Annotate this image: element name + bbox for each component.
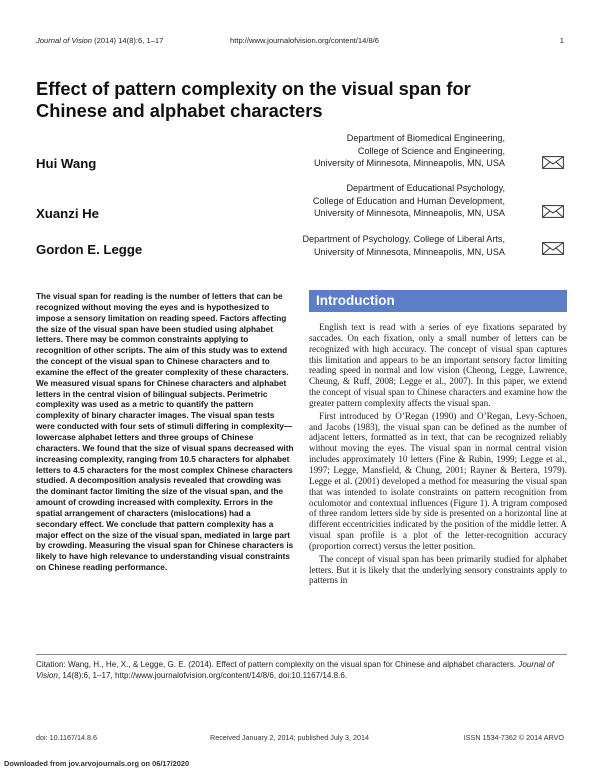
running-header (36, 36, 564, 48)
journal-url[interactable]: http://www.journalofvision.org/content/14/8/6 (230, 36, 380, 45)
affiliation-line: Department of Psychology, College of Liberal Arts, (302, 234, 505, 244)
affiliation-line: Department of Educational Psychology, (346, 183, 505, 193)
envelope-icon[interactable] (542, 242, 564, 255)
article-title: Effect of pattern complexity on the visual span for Chinese and alphabet characters (36, 78, 471, 121)
affiliation-line: University of Minnesota, Minneapolis, MN, USA (313, 158, 505, 169)
body-paragraph: First introduced by O’Regan (1990) and O’Regan, Levy-Schoen, and Jacobs (1983), the visual span can be defined as the number of adjacent letters, formatted as in text, that can be recognized reliably without moving the eyes. The visual span in normal central vision includes approximately 10 letters (Fine & Rubin, 1999; Legge et al., 1997; Legge, Mansfield, & Chung, 2001; Rayner & Bertera, 1979). Legge et al. (2001) developed a method for measuring the visual span that was intended to isolate constraints on pattern recognition from oculomotor and contextual influences (Figure 1). A trigram composed of three random letters side by side is presented on a horizontal line at different eccentricities indicated by the position of the middle letter. A visual span profile is a plot of the letter-recognition accuracy (proportion correct) versus the letter position. (309, 410, 567, 551)
affiliation-line: Department of Biomedical Engineering, (346, 133, 505, 143)
author-name-3: Gordon E. Legge (36, 242, 143, 257)
author-name-2: Xuanzi He (36, 206, 100, 221)
section-heading-introduction: Introduction (309, 290, 567, 312)
body-paragraph: The concept of visual span has been primarily studied for alphabet letters. But it is likely that the underlying sensory constraints apply to patterns in (309, 553, 567, 586)
download-note: Downloaded from jov.arvojournals.org on 06/17/2020 (4, 759, 190, 768)
footer-issn: ISSN 1534-7362 © 2014 ARVO (463, 733, 564, 742)
citation-block (36, 660, 567, 682)
citation-suffix[interactable]: , 14(8):6, 1–17, http://www.journalofvision.org/content/14/8/6, doi:10.1167/14.8.6. (57, 670, 348, 680)
affiliation-3 (205, 233, 505, 258)
journal-citation-header (36, 36, 163, 45)
introduction-body (309, 322, 567, 586)
journal-volume: (2014) 14(8):6, 1–17 (92, 36, 164, 45)
body-paragraph: English text is read with a series of eye fixations separated by saccades. On each fixation, only a small number of letters can be recognized with high accuracy. The concept of visual span captures this limitation and appears to be an important sensory factor limiting reading speed in normal and low vision (Cheong, Legge, Lawrence, Cheung, & Ruff, 2008; Legge et al., 2007). In this paper, we extend the concept of visual span to Chinese characters and examine how the greater pattern complexity affects the visual span. (309, 322, 567, 408)
affiliation-line: College of Education and Human Development, (312, 195, 505, 206)
author-name-1: Hui Wang (36, 156, 97, 171)
page-footer (36, 733, 564, 745)
citation-prefix: Citation: Wang, H., He, X., & Legge, G. E. (2014). Effect of pattern complexity on the visual span for Chinese and alphabet characters. (36, 660, 519, 669)
affiliation-line: College of Science and Engineering, (357, 145, 505, 156)
affiliation-2 (205, 182, 505, 220)
footer-doi: doi: 10.1167/14.8.6 (36, 733, 98, 742)
citation-journal: Journal of Vision (36, 660, 554, 680)
affiliation-1 (205, 132, 505, 170)
page-number: 1 (559, 36, 564, 45)
divider (36, 654, 567, 655)
abstract: The visual span for reading is the number of letters that can be recognized without moving the eyes and is hypothesized to impose a sensory limitation on reading speed. Factors affecting the size of the visual span have been studied using alphabet letters. There may be common constraints applying to recognition of other scripts. The aim of this study was to extend the concept of the visual span to Chinese characters and to examine the effect of the greater complexity of these characters. We measured visual spans for Chinese characters and alphabet letters in the central vision of bilingual subjects. Perimetric complexity was used as a metric to quantify the pattern complexity of binary character images. The visual span tests were conducted with four sets of stimuli differing in complexity—lowercase alphabet letters and three groups of Chinese characters. We found that the size of visual spans decreased with increasing complexity, ranging from 10.5 characters for alphabet letters to 4.5 characters for the most complex Chinese characters studied. A decomposition analysis revealed that crowding was the dominant factor limiting the size of the visual span, and the amount of crowding increased with complexity. Errors in the spatial arrangement of characters (mislocations) had a secondary effect. We conclude that pattern complexity has a major effect on the size of the visual span, mediated in large part by crowding. Measuring the visual span for Chinese characters is likely to have high relevance to understanding visual constraints on Chinese reading performance. (36, 292, 294, 573)
journal-name: Journal of Vision (36, 36, 93, 45)
affiliation-line: University of Minnesota, Minneapolis, MN, USA (313, 246, 505, 257)
affiliation-line: University of Minnesota, Minneapolis, MN, USA (313, 208, 505, 219)
footer-dates: Received January 2, 2014; published July 3, 2014 (210, 733, 370, 742)
envelope-icon[interactable] (542, 205, 564, 218)
envelope-icon[interactable] (542, 156, 564, 169)
